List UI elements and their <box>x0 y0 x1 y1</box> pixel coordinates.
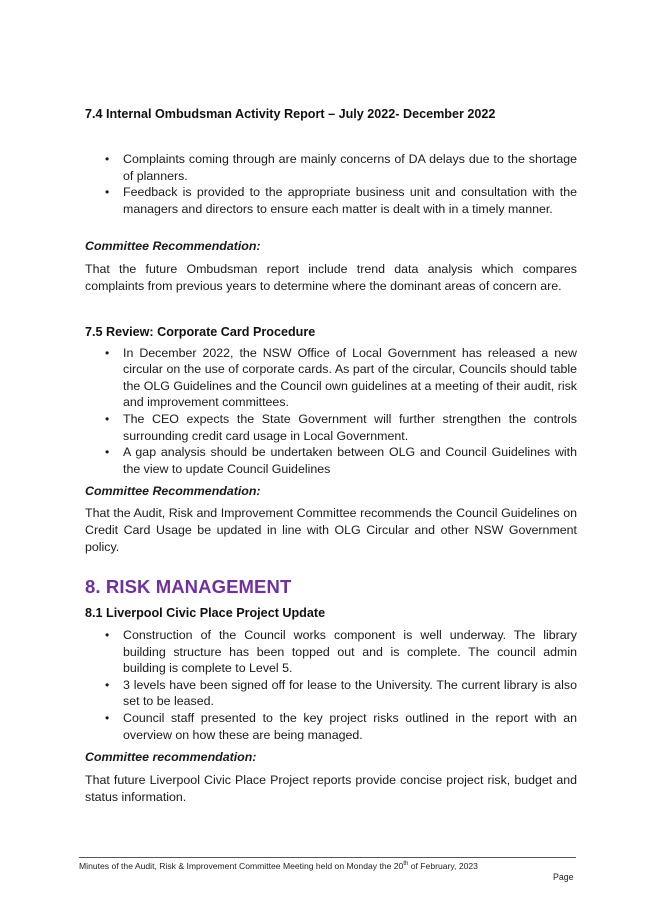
committee-recommendation-text: That the future Ombudsman report include trend data analysis which compares complaints from previous years to determine where the dominant areas of concern are. <box>85 262 577 293</box>
page-footer <box>79 857 576 872</box>
section-7-5-bullets <box>85 345 577 478</box>
committee-recommendation-text: That future Liverpool Civic Place Project reports provide concise project risk, budget and status information. <box>85 773 577 804</box>
list-item: • Feedback is provided to the appropriate business unit and consultation with the managers and directors to ensure each matter is dealt with in a timely manner. <box>85 184 577 217</box>
list-item: • Council staff presented to the key project risks outlined in the report with an overview on how these are being managed. <box>85 710 577 743</box>
list-item: • Construction of the Council works component is well underway. The library building structure has been topped out and is complete. The council admin building is complete to Level 5. <box>85 627 577 677</box>
section-7-4-heading: 7.4 Internal Ombudsman Activity Report – July 2022- December 2022 <box>85 107 496 121</box>
list-item: • In December 2022, the NSW Office of Local Government has released a new circular on the use of corporate cards. As part of the circular, Councils should table the OLG Guidelines and the Council own guidelines at a meeting of their audit, risk and improvement committees. <box>85 345 577 411</box>
committee-recommendation-text: That the Audit, Risk and Improvement Committee recommends the Council Guidelines on Credit Card Usage be updated in line with OLG Circular and other NSW Government policy. <box>85 506 577 554</box>
section-7-5-heading: 7.5 Review: Corporate Card Procedure <box>85 324 316 339</box>
section-8-1-heading: 8.1 Liverpool Civic Place Project Update <box>85 606 326 621</box>
section-8-title: 8. RISK MANAGEMENT <box>85 576 292 598</box>
list-item: • A gap analysis should be undertaken between OLG and Council Guidelines with the view to update Council Guidelines <box>85 444 577 477</box>
footer-ordinal: th <box>403 861 409 867</box>
footer-text: Minutes of the Audit, Risk & Improvement Committee Meeting held on Monday the 20 <box>79 861 404 871</box>
section-7-4-bullets <box>85 151 577 217</box>
committee-recommendation-label: Committee recommendation: <box>85 750 257 765</box>
section-8-1-bullets <box>85 627 577 743</box>
page-content <box>85 106 577 805</box>
committee-recommendation-label: Committee Recommendation: <box>85 484 261 499</box>
committee-recommendation-label: Committee Recommendation: <box>85 239 261 254</box>
list-item: • Complaints coming through are mainly concerns of DA delays due to the shortage of planners. <box>85 151 577 184</box>
footer-text-end: of February, 2023 <box>408 861 478 871</box>
list-item: • 3 levels have been signed off for lease to the University. The current library is also set to be leased. <box>85 677 577 710</box>
page-number-label: Page <box>553 872 574 882</box>
list-item: • The CEO expects the State Government will further strengthen the controls surrounding credit card usage in Local Government. <box>85 411 577 444</box>
